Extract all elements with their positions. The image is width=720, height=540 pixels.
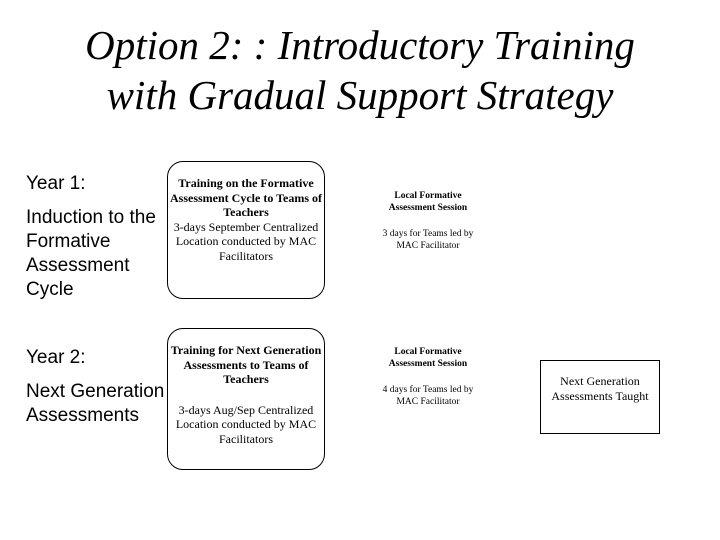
year-1-session-details: 3 days for Teams led by MAC Facilitator [382, 229, 474, 251]
year-1-training-title: Training on the Formative Assessment Cycle to Teams of Teachers [170, 176, 322, 219]
slide-title [0, 20, 720, 120]
year-1-description: Induction to the Formative Assessment Cycle [26, 207, 156, 300]
title-line-2: with Gradual Support Strategy [106, 72, 614, 118]
year-2-session-details: 4 days for Teams led by MAC Facilitator [382, 385, 474, 407]
year-2-heading: Year 2: [26, 347, 86, 368]
year-2-training-details: 3-days Aug/Sep Centralized Location conducted by MAC Facilitators [175, 402, 317, 446]
year-2-description: Next Generation Assessments [26, 381, 165, 426]
year-2-training-box [167, 328, 325, 470]
year-2-session [378, 346, 478, 408]
year-1-session [378, 190, 478, 252]
year-1-session-title: Local Formative Assessment Session [388, 191, 468, 213]
year-1-label [26, 172, 166, 302]
year-2-training-title: Training for Next Generation Assessments to Teams of Teachers [170, 343, 322, 386]
year-2-session-title: Local Formative Assessment Session [388, 347, 468, 369]
year-1-training-box [167, 161, 325, 299]
year-1-training-details: 3-days September Centralized Location conducted by MAC Facilitators [173, 219, 319, 263]
year-2-label [26, 346, 166, 428]
title-line-1: Option 2: : Introductory Training [85, 22, 635, 68]
year-1-heading: Year 1: [26, 173, 86, 194]
outcome-box: Next Generation Assessments Taught [540, 360, 660, 434]
